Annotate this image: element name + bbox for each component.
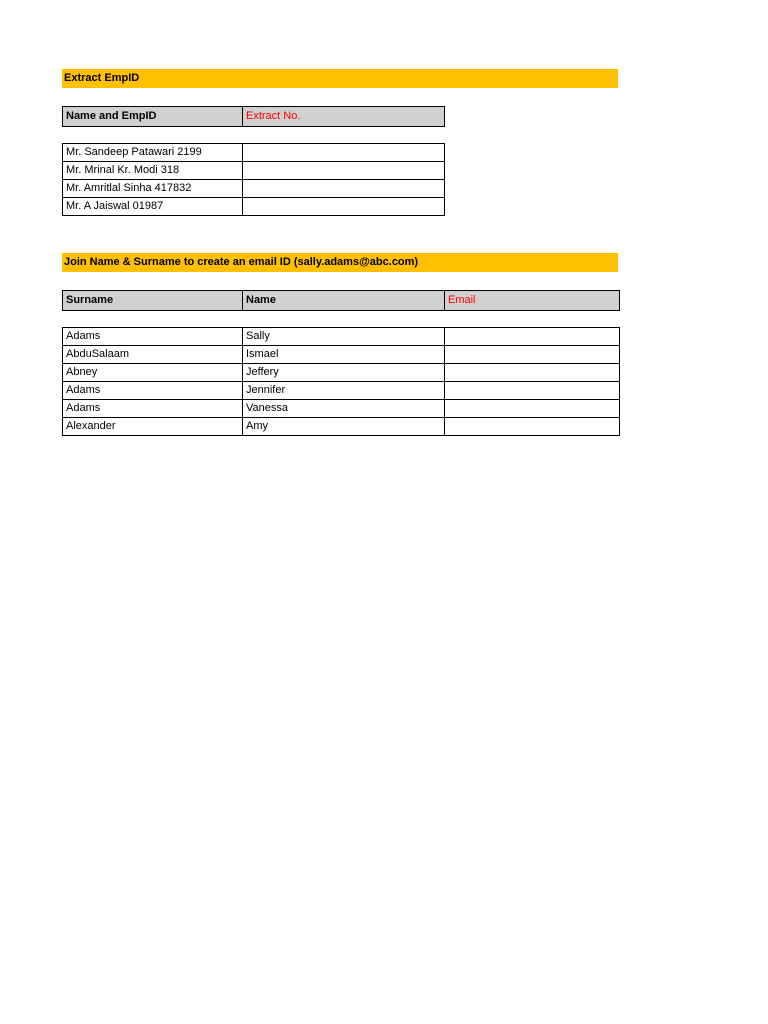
cell-surname[interactable]: Abney [63,364,243,382]
header-cell-email[interactable]: Email [445,291,620,311]
header-cell-extract-no[interactable]: Extract No. [243,107,445,127]
cell-surname[interactable]: Alexander [63,418,243,436]
cell-email[interactable] [445,400,620,418]
table-row [63,382,620,400]
table-row [63,144,445,162]
cell-name-and-empid[interactable]: Mr. Mrinal Kr. Modi 318 [63,162,243,180]
cell-name[interactable]: Sally [243,328,445,346]
cell-name[interactable]: Jeffery [243,364,445,382]
cell-name[interactable]: Vanessa [243,400,445,418]
cell-name[interactable]: Jennifer [243,382,445,400]
table-row [63,418,620,436]
cell-email[interactable] [445,346,620,364]
header-cell-name-and-empid[interactable]: Name and EmpID [63,107,243,127]
header-cell-surname[interactable]: Surname [63,291,243,311]
table-row [63,346,620,364]
extract-empid-header-table [62,106,445,127]
extract-empid-table [62,143,445,216]
cell-name-and-empid[interactable]: Mr. Amritlal Sinha 417832 [63,180,243,198]
section-title-extract-empid: Extract EmpID [62,69,618,88]
cell-name-and-empid[interactable]: Mr. A Jaiswal 01987 [63,198,243,216]
cell-name[interactable]: Amy [243,418,445,436]
cell-email[interactable] [445,364,620,382]
cell-name-and-empid[interactable]: Mr. Sandeep Patawari 2199 [63,144,243,162]
cell-surname[interactable]: Adams [63,382,243,400]
cell-extract-no[interactable] [243,144,445,162]
table-row [63,400,620,418]
cell-surname[interactable]: Adams [63,328,243,346]
header-cell-name[interactable]: Name [243,291,445,311]
cell-email[interactable] [445,382,620,400]
email-table [62,327,620,436]
table-row [63,198,445,216]
header-row [63,291,620,311]
section-title-join-name-email: Join Name & Surname to create an email ID (sally.adams@abc.com) [62,253,618,272]
email-header-table [62,290,620,311]
table-row [63,364,620,382]
cell-extract-no[interactable] [243,162,445,180]
cell-email[interactable] [445,418,620,436]
table-row [63,162,445,180]
cell-surname[interactable]: Adams [63,400,243,418]
table-row [63,328,620,346]
cell-name[interactable]: Ismael [243,346,445,364]
cell-surname[interactable]: AbduSalaam [63,346,243,364]
cell-extract-no[interactable] [243,198,445,216]
cell-email[interactable] [445,328,620,346]
table-row [63,180,445,198]
header-row [63,107,445,127]
cell-extract-no[interactable] [243,180,445,198]
